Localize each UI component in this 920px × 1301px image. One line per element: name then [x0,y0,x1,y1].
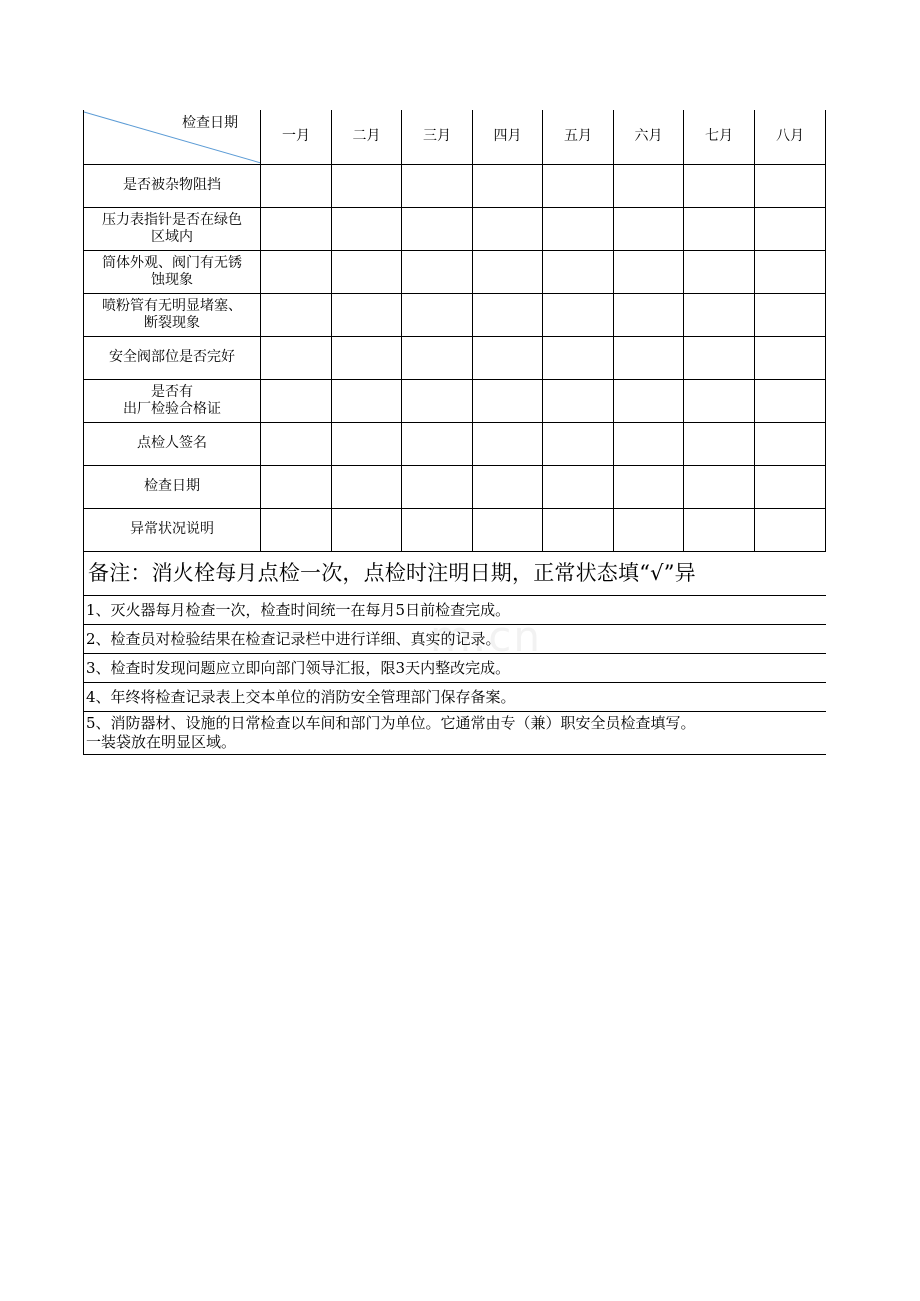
note-last-line1: 5、消防器材、设施的日常检查以车间和部门为单位。它通常由专（兼）职安全员检查填写。 [86,713,696,732]
inspection-row [84,293,826,336]
entry-cell[interactable] [473,250,543,293]
entry-cell[interactable] [543,465,614,508]
note-line-last [84,712,826,755]
item-label-line: 喷粉管有无明显堵塞、 [102,297,242,314]
item-label-line: 点检人签名 [137,435,207,451]
entry-cell[interactable] [755,250,826,293]
inspection-row [84,250,826,293]
entry-cell[interactable] [684,379,755,422]
entry-cell[interactable] [614,164,684,207]
entry-cell[interactable] [614,293,684,336]
entry-cell[interactable] [755,293,826,336]
remarks-section [83,552,826,755]
inspection-row [84,164,826,207]
entry-cell[interactable] [332,508,402,551]
entry-cell[interactable] [261,336,332,379]
entry-cell[interactable] [684,336,755,379]
item-label [84,336,261,379]
entry-cell[interactable] [261,379,332,422]
entry-cell[interactable] [473,207,543,250]
entry-cell[interactable] [543,422,614,465]
entry-cell[interactable] [684,250,755,293]
entry-cell[interactable] [332,164,402,207]
entry-cell[interactable] [402,508,473,551]
item-label [84,379,261,422]
entry-cell[interactable] [402,422,473,465]
month-header: 五月 [543,110,614,164]
month-header: 七月 [684,110,755,164]
note-last-line2: 一装袋放在明显区域。 [86,732,237,751]
entry-cell[interactable] [543,379,614,422]
item-label [84,250,261,293]
entry-cell[interactable] [402,250,473,293]
entry-cell[interactable] [755,465,826,508]
remark-title: 备注：消火栓每月点检一次，点检时注明日期，正常状态填“√”异 [84,552,826,596]
entry-cell[interactable] [684,207,755,250]
item-label-line: 检查日期 [144,478,200,494]
entry-cell[interactable] [261,508,332,551]
corner-label: 检查日期 [182,115,238,131]
item-label-line: 蚀现象 [151,271,193,288]
entry-cell[interactable] [261,422,332,465]
item-label-line: 出厂检验合格证 [123,400,221,417]
entry-cell[interactable] [614,250,684,293]
inspection-row [84,207,826,250]
entry-cell[interactable] [261,250,332,293]
entry-cell[interactable] [755,336,826,379]
item-label [84,422,261,465]
entry-cell[interactable] [684,465,755,508]
watermark-text: m.cn [430,612,542,661]
item-label-line: 是否有 [151,383,193,400]
month-header: 一月 [261,110,332,164]
item-label-line: 筒体外观、阀门有无锈 [102,254,242,271]
item-label [84,465,261,508]
item-label-line: 异常状况说明 [130,521,214,537]
entry-cell[interactable] [543,508,614,551]
note-line: 2、检查员对检验结果在检查记录栏中进行详细、真实的记录。 [84,625,826,654]
entry-cell[interactable] [332,207,402,250]
entry-cell[interactable] [684,422,755,465]
entry-cell[interactable] [614,207,684,250]
entry-cell[interactable] [332,465,402,508]
entry-cell[interactable] [543,207,614,250]
entry-cell[interactable] [473,422,543,465]
entry-cell[interactable] [614,379,684,422]
entry-cell[interactable] [755,164,826,207]
inspection-row [84,508,826,551]
inspection-table [83,110,826,552]
entry-cell[interactable] [614,465,684,508]
item-label [84,207,261,250]
entry-cell[interactable] [684,164,755,207]
inspection-row [84,336,826,379]
item-label-line: 区域内 [151,228,193,245]
inspection-row [84,465,826,508]
entry-cell[interactable] [684,508,755,551]
entry-cell[interactable] [402,379,473,422]
month-header: 三月 [402,110,473,164]
note-line: 3、检查时发现问题应立即向部门领导汇报，限3天内整改完成。 [84,654,826,683]
month-header: 八月 [755,110,826,164]
entry-cell[interactable] [473,293,543,336]
entry-cell[interactable] [261,164,332,207]
entry-cell[interactable] [332,379,402,422]
entry-cell[interactable] [614,508,684,551]
entry-cell[interactable] [261,207,332,250]
inspection-row [84,422,826,465]
entry-cell[interactable] [543,336,614,379]
note-line: 4、年终将检查记录表上交本单位的消防安全管理部门保存备案。 [84,683,826,712]
entry-cell[interactable] [402,465,473,508]
entry-cell[interactable] [755,422,826,465]
entry-cell[interactable] [473,465,543,508]
entry-cell[interactable] [543,164,614,207]
entry-cell[interactable] [755,508,826,551]
entry-cell[interactable] [332,422,402,465]
item-label-line: 断裂现象 [144,314,200,331]
entry-cell[interactable] [332,293,402,336]
item-label [84,293,261,336]
note-line: 1、灭火器每月检查一次，检查时间统一在每月5日前检查完成。 [84,596,826,625]
item-label-line: 安全阀部位是否完好 [109,349,235,365]
item-label [84,508,261,551]
month-header: 二月 [332,110,402,164]
header-row [84,110,826,164]
entry-cell[interactable] [473,164,543,207]
corner-cell [84,110,261,164]
entry-cell[interactable] [261,293,332,336]
month-header: 四月 [473,110,543,164]
inspection-row [84,379,826,422]
entry-cell[interactable] [755,207,826,250]
entry-cell[interactable] [614,336,684,379]
entry-cell[interactable] [261,465,332,508]
entry-cell[interactable] [402,207,473,250]
entry-cell[interactable] [684,293,755,336]
entry-cell[interactable] [332,250,402,293]
entry-cell[interactable] [332,336,402,379]
entry-cell[interactable] [402,336,473,379]
entry-cell[interactable] [755,379,826,422]
item-label-line: 是否被杂物阻挡 [123,177,221,193]
inspection-sheet [83,110,825,755]
entry-cell[interactable] [473,336,543,379]
entry-cell[interactable] [543,250,614,293]
entry-cell[interactable] [473,379,543,422]
item-label-line: 压力表指针是否在绿色 [102,211,242,228]
entry-cell[interactable] [543,293,614,336]
month-header: 六月 [614,110,684,164]
entry-cell[interactable] [614,422,684,465]
entry-cell[interactable] [402,293,473,336]
item-label [84,164,261,207]
entry-cell[interactable] [473,508,543,551]
entry-cell[interactable] [402,164,473,207]
